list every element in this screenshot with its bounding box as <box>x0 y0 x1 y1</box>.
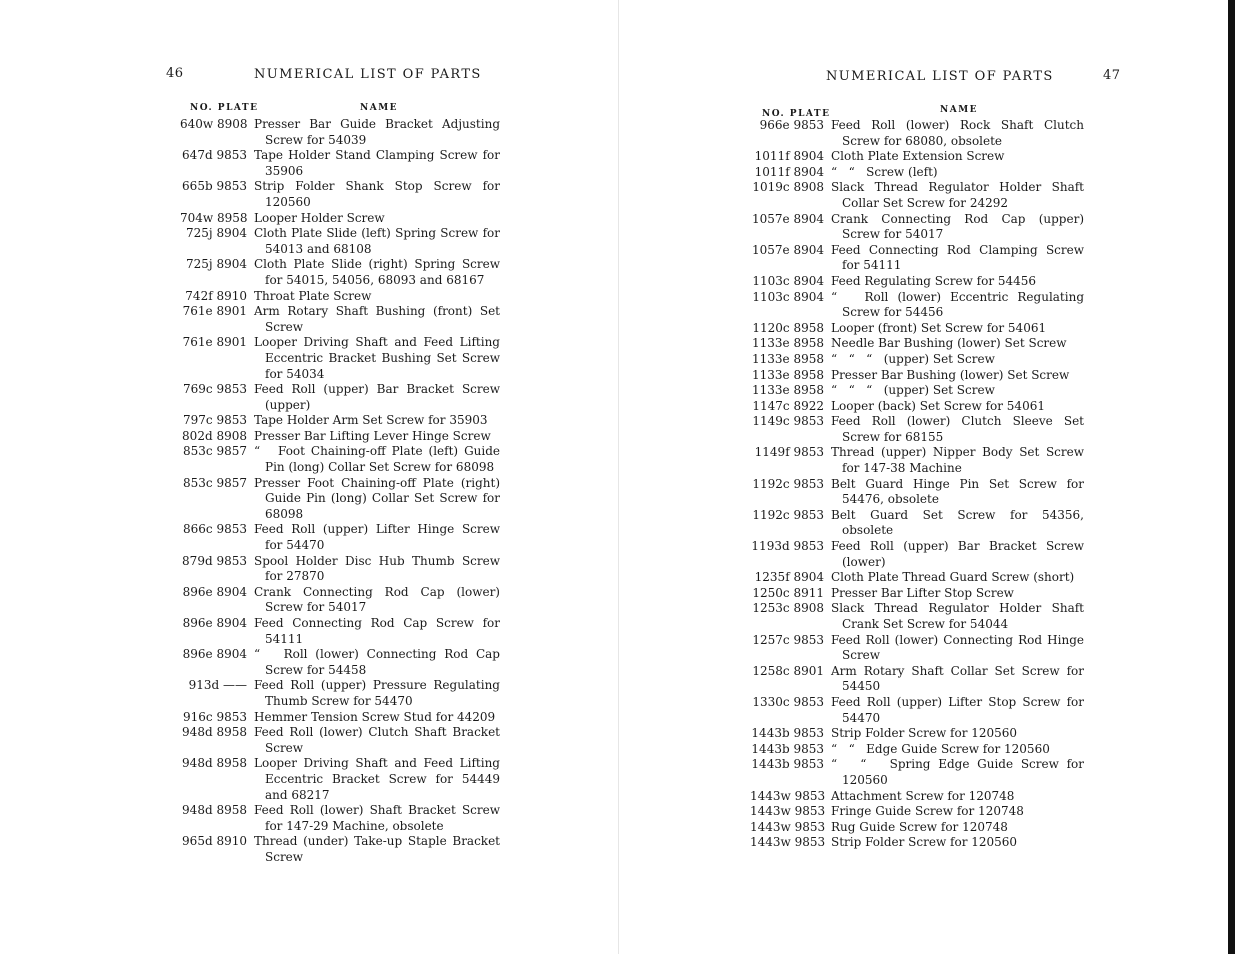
part-entry <box>180 117 504 148</box>
part-number-plate: 966e 9853 <box>759 118 824 132</box>
part-entry <box>750 399 1084 415</box>
part-description: Presser Bar Lifting Lever Hinge Screw <box>254 428 491 443</box>
part-entry <box>180 803 504 834</box>
part-entry <box>750 539 1088 570</box>
part-entry <box>180 678 504 709</box>
part-entry <box>750 242 1088 274</box>
part-number-plate: 916c 9853 <box>183 709 247 724</box>
part-description: Cloth Plate Extension Screw <box>831 149 1005 164</box>
part-number-plate: 1149f 9853 <box>754 445 824 460</box>
page-gutter <box>618 0 619 954</box>
part-number-plate: 1133e 8958 <box>752 351 824 366</box>
part-description: Cloth Plate Slide (right) Spring Screw for 54015, 54056, 68093 and 68167 <box>254 257 504 287</box>
part-number-plate: 853c 9857 <box>183 475 247 490</box>
part-description: Strip Folder Screw for 120560 <box>831 726 1018 741</box>
part-number-plate: 896e 8904 <box>182 616 247 630</box>
part-entry <box>750 632 1088 664</box>
part-entry <box>750 507 1088 539</box>
part-description: “ “ “ (upper) Set Screw <box>831 383 995 398</box>
part-number-plate: 1133e 8958 <box>752 367 824 382</box>
part-entry <box>750 180 1088 211</box>
part-entry <box>750 445 1088 476</box>
part-description: Arm Rotary Shaft Collar Set Screw for 54450 <box>831 663 1088 694</box>
scan-edge <box>1228 0 1235 954</box>
part-entry <box>180 475 504 523</box>
part-entry <box>180 710 500 726</box>
part-number-plate: 1057e 8904 <box>752 242 824 257</box>
part-number-plate: 802d 8908 <box>182 428 247 443</box>
part-number-plate: 769c 9853 <box>183 382 247 397</box>
part-entry <box>180 382 504 413</box>
part-number-plate: 1235f 8904 <box>754 570 824 585</box>
part-description: Belt Guard Hinge Pin Set Screw for 54476, obsolete <box>831 476 1088 507</box>
part-number-plate: 725j 8904 <box>186 226 247 241</box>
part-description: Slack Thread Regulator Holder Shaft Collar Set Screw for 24292 <box>831 180 1088 210</box>
part-description: Thread (upper) Nipper Body Set Screw for 147-38 Machine <box>831 445 1088 476</box>
part-description: Slack Thread Regulator Holder Shaft Crank Set Screw for 54044 <box>831 601 1088 631</box>
part-entry <box>750 694 1088 726</box>
part-number-plate: 1133e 8958 <box>752 336 824 351</box>
part-description: Presser Bar Guide Bracket Adjusting Screw for 54039 <box>254 117 504 147</box>
part-number-plate: 948d 8958 <box>182 803 247 818</box>
part-number-plate: 853c 9857 <box>183 444 247 459</box>
part-description: Feed Roll (upper) Lifter Hinge Screw for 54470 <box>254 522 504 553</box>
part-entry <box>180 553 504 585</box>
part-description: “ “ Edge Guide Screw for 120560 <box>831 741 1050 756</box>
part-entry <box>750 211 1088 243</box>
part-entry <box>750 321 1084 337</box>
part-number-plate: 1057e 8904 <box>752 211 824 226</box>
part-description: Feed Regulating Screw for 54456 <box>831 273 1037 288</box>
part-description: “ Foot Chaining-off Plate (left) Guide Pin (long) Collar Set Screw for 68098 <box>254 444 504 475</box>
page-title: NUMERICAL LIST OF PARTS <box>826 69 1054 84</box>
page-number: 47 <box>1103 68 1121 83</box>
part-description: Thread (under) Take-up Staple Bracket Screw <box>254 834 504 864</box>
part-number-plate: 1011f 8904 <box>754 164 824 179</box>
part-description: Feed Roll (upper) Bar Bracket Screw (lower) <box>831 539 1088 569</box>
part-entry <box>180 444 504 475</box>
part-entry <box>750 663 1088 695</box>
page-number: 46 <box>166 66 184 81</box>
part-entry <box>750 742 1084 758</box>
parts-list <box>750 118 1088 851</box>
part-description: Presser Bar Lifter Stop Screw <box>831 585 1014 600</box>
part-number-plate: 761e 8901 <box>182 335 247 350</box>
part-entry <box>180 834 504 865</box>
part-entry <box>750 804 1084 820</box>
part-description: Feed Connecting Rod Clamping Screw for 54111 <box>831 242 1088 273</box>
part-description: “ Roll (lower) Eccentric Regulating Screw for 54456 <box>831 289 1088 320</box>
part-number-plate: 1443w 9853 <box>750 804 826 819</box>
part-number-plate: 1253c 8908 <box>752 601 824 616</box>
part-number-plate: 665b 9853 <box>182 179 247 194</box>
part-description: Looper (back) Set Screw for 54061 <box>831 398 1045 413</box>
part-number-plate: 1019c 8908 <box>752 180 824 195</box>
part-description: Looper (front) Set Screw for 54061 <box>831 320 1047 335</box>
part-number-plate: 896e 8904 <box>182 647 247 662</box>
part-number-plate: 1192c 9853 <box>752 507 824 522</box>
part-description: Presser Bar Bushing (lower) Set Screw <box>831 367 1070 382</box>
part-entry <box>750 820 1084 836</box>
part-entry <box>750 757 1088 788</box>
part-description: Crank Connecting Rod Cap (upper) Screw for 54017 <box>831 211 1088 242</box>
part-entry <box>180 179 504 210</box>
part-number-plate: 948d 8958 <box>182 725 247 740</box>
part-description: Feed Roll (lower) Shaft Bracket Screw for 147-29 Machine, obsolete <box>254 803 504 833</box>
part-number-plate: 797c 9853 <box>183 413 247 428</box>
part-description: Looper Driving Shaft and Feed Lifting Eccentric Bracket Screw for 54449 and 68217 <box>254 756 504 802</box>
part-entry <box>750 336 1084 352</box>
part-entry <box>750 289 1088 321</box>
part-entry <box>180 429 500 445</box>
part-number-plate: 742f 8910 <box>185 288 247 303</box>
part-description: “ “ “ (upper) Set Screw <box>831 351 995 366</box>
part-description: Feed Roll (lower) Connecting Rod Hinge Screw <box>831 632 1088 663</box>
part-description: Crank Connecting Rod Cap (lower) Screw for 54017 <box>254 584 504 615</box>
part-number-plate: 1443w 9853 <box>750 819 826 834</box>
part-number-plate: 1120c 8958 <box>752 320 824 335</box>
part-entry <box>180 647 504 678</box>
parts-list <box>180 117 504 866</box>
part-entry <box>750 586 1084 602</box>
part-entry <box>180 522 504 553</box>
part-number-plate: 725j 8904 <box>186 257 247 272</box>
part-entry <box>180 289 500 305</box>
part-description: Feed Roll (lower) Clutch Shaft Bracket Screw <box>254 725 504 755</box>
part-entry <box>180 725 504 756</box>
part-description: Fringe Guide Screw for 120748 <box>831 804 1024 819</box>
part-entry <box>750 476 1088 508</box>
part-number-plate: 1443b 9853 <box>751 726 824 741</box>
part-number-plate: 1443w 9853 <box>750 835 826 850</box>
part-entry <box>750 726 1084 742</box>
part-entry <box>750 165 1084 181</box>
part-number-plate: 1103c 8904 <box>752 273 824 288</box>
part-entry <box>750 601 1088 632</box>
part-description: Feed Roll (lower) Rock Shaft Clutch Screw for 68080, obsolete <box>831 118 1088 148</box>
part-entry <box>750 118 1088 149</box>
part-number-plate: 647d 9853 <box>182 148 247 163</box>
part-entry <box>180 335 504 382</box>
part-description: Feed Roll (upper) Lifter Stop Screw for 54470 <box>831 694 1088 725</box>
part-number-plate: 1250c 8911 <box>752 585 824 600</box>
column-header-no-plate: NO. PLATE <box>762 109 831 119</box>
part-number-plate: 1258c 8901 <box>752 663 824 678</box>
part-description: Attachment Screw for 120748 <box>831 788 1015 803</box>
part-description: Cloth Plate Slide (left) Spring Screw for 54013 and 68108 <box>254 226 504 256</box>
column-header-name: NAME <box>360 103 399 113</box>
part-description: Presser Foot Chaining-off Plate (right) Guide Pin (long) Collar Set Screw for 68098 <box>254 475 504 521</box>
part-entry <box>180 304 504 335</box>
part-number-plate: 1147c 8922 <box>752 398 824 413</box>
part-number-plate: 1443b 9853 <box>751 757 824 772</box>
part-entry <box>750 149 1084 165</box>
part-entry <box>750 368 1084 384</box>
part-number-plate: 1193d 9853 <box>751 539 824 554</box>
part-number-plate: 1149c 9853 <box>752 414 824 429</box>
part-entry <box>180 257 504 288</box>
part-entry <box>180 756 504 803</box>
part-description: Feed Connecting Rod Cap Screw for 54111 <box>254 616 504 646</box>
part-description: Tape Holder Arm Set Screw for 35903 <box>254 413 488 428</box>
part-number-plate: 913d —— <box>188 678 247 693</box>
part-description: Arm Rotary Shaft Bushing (front) Set Screw <box>254 304 504 334</box>
part-description: Tape Holder Stand Clamping Screw for 35906 <box>254 148 504 178</box>
part-number-plate: 640w 8908 <box>180 117 248 131</box>
part-entry <box>750 835 1084 851</box>
part-entry <box>180 148 504 179</box>
part-description: Strip Folder Screw for 120560 <box>831 835 1018 850</box>
part-description: Feed Roll (lower) Clutch Sleeve Set Screw for 68155 <box>831 414 1088 444</box>
part-number-plate: 1330c 9853 <box>752 694 824 709</box>
part-description: Feed Roll (upper) Bar Bracket Screw (upper) <box>254 382 504 412</box>
part-description: “ “ Spring Edge Guide Screw for 120560 <box>831 757 1088 787</box>
part-description: “ “ Screw (left) <box>831 164 938 179</box>
column-header-name: NAME <box>940 105 979 115</box>
part-number-plate: 1133e 8958 <box>752 383 824 398</box>
part-entry <box>180 226 504 257</box>
part-entry <box>180 211 500 227</box>
part-entry <box>180 584 504 616</box>
part-number-plate: 1103c 8904 <box>752 289 824 304</box>
right-page <box>620 0 1235 954</box>
part-description: Looper Driving Shaft and Feed Lifting Eccentric Bracket Bushing Set Screw for 54034 <box>254 335 504 381</box>
part-description: Spool Holder Disc Hub Thumb Screw for 27870 <box>254 553 504 584</box>
part-number-plate: 948d 8958 <box>182 756 247 771</box>
part-number-plate: 1192c 9853 <box>752 476 824 491</box>
part-number-plate: 1011f 8904 <box>754 149 824 164</box>
part-entry <box>750 274 1084 290</box>
part-number-plate: 761e 8901 <box>182 304 247 319</box>
part-entry <box>180 616 504 647</box>
part-number-plate: 1257c 9853 <box>752 632 824 647</box>
part-entry <box>750 414 1088 445</box>
part-description: Hemmer Tension Screw Stud for 44209 <box>254 709 496 724</box>
part-description: Rug Guide Screw for 120748 <box>831 819 1008 834</box>
part-entry <box>750 352 1084 368</box>
part-description: Belt Guard Set Screw for 54356, obsolete <box>831 507 1088 538</box>
part-description: Throat Plate Screw <box>254 288 372 303</box>
part-number-plate: 1443b 9853 <box>751 741 824 756</box>
part-description: “ Roll (lower) Connecting Rod Cap Screw for 54458 <box>254 647 504 677</box>
part-description: Strip Folder Shank Stop Screw for 120560 <box>254 179 504 209</box>
part-entry <box>750 383 1084 399</box>
part-entry <box>750 789 1084 805</box>
column-header-no-plate: NO. PLATE <box>190 103 259 113</box>
part-entry <box>180 413 500 429</box>
part-number-plate: 896e 8904 <box>182 584 247 599</box>
part-description: Looper Holder Screw <box>254 210 385 225</box>
part-entry <box>750 570 1084 586</box>
part-number-plate: 965d 8910 <box>182 834 247 849</box>
part-description: Feed Roll (upper) Pressure Regulating Thumb Screw for 54470 <box>254 678 504 708</box>
part-description: Cloth Plate Thread Guard Screw (short) <box>831 570 1075 585</box>
part-number-plate: 879d 9853 <box>182 553 247 568</box>
part-number-plate: 1443w 9853 <box>750 788 826 803</box>
page-title: NUMERICAL LIST OF PARTS <box>254 67 482 82</box>
part-number-plate: 704w 8958 <box>180 210 248 225</box>
part-description: Needle Bar Bushing (lower) Set Screw <box>831 336 1067 351</box>
part-number-plate: 866c 9853 <box>183 522 247 537</box>
